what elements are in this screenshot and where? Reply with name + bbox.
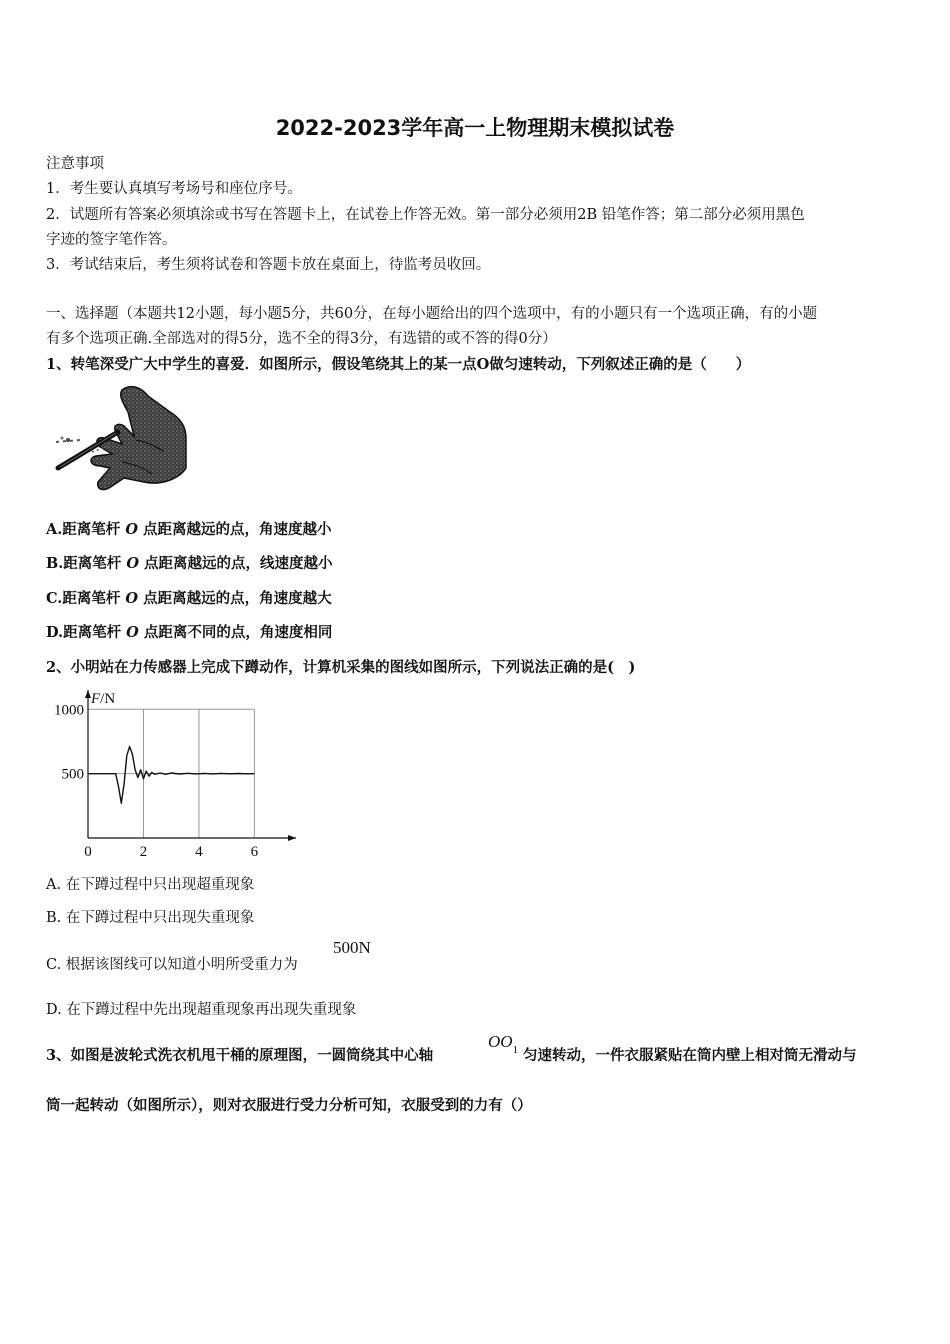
notice-item-2-cont: 字迹的签字笔作答。 <box>46 232 177 248</box>
question-3-stem-line2: 筒一起转动（如图所示），则对衣服进行受力分析可知，衣服受到的力有（） <box>46 1097 532 1114</box>
q1-option-d: D.距离笔杆 O 点距离不同的点，角速度相同 <box>46 624 333 641</box>
x-axis-arrow <box>288 835 296 841</box>
force-series-line <box>88 747 254 804</box>
x-tick-label: 4 <box>195 844 203 860</box>
page-title: 2022-2023学年高一上物理期末模拟试卷 <box>275 116 675 140</box>
question-1-stem: 1、转笔深受广大中学生的喜爱．如图所示，假设笔绕其上的某一点O做匀速转动，下列叙述正确的是（ ） <box>46 356 751 373</box>
chart-axes <box>85 690 296 841</box>
q1-option-a: A.距离笔杆 O 点距离越远的点，角速度越小 <box>46 521 332 538</box>
question-3-stem: 3、如图是波轮式洗衣机甩干桶的原理图，一圆筒绕其中心轴 <box>46 1047 434 1064</box>
y-tick-label: 500 <box>61 766 84 783</box>
chart-ticks <box>54 702 259 860</box>
q2-option-b: B. 在下蹲过程中只出现失重现象 <box>46 910 255 926</box>
pen-spinning-hand-image <box>52 382 190 494</box>
x-tick-label: 6 <box>250 844 259 860</box>
question-3-stem-cont: 匀速转动，一件衣服紧贴在筒内壁上相对筒无滑动与 <box>523 1047 857 1064</box>
q1-option-c: C.距离笔杆 O 点距离越远的点，角速度越大 <box>46 590 332 607</box>
q2-option-a: A. 在下蹲过程中只出现超重现象 <box>46 877 255 893</box>
chart-series <box>88 747 254 804</box>
q2-option-d: D. 在下蹲过程中先出现超重现象再出现失重现象 <box>46 1002 357 1018</box>
x-tick-label: 0 <box>84 844 92 860</box>
y-tick-label: 1000 <box>54 702 84 719</box>
notice-item-1: 1．考生要认真填写考场号和座位序号。 <box>46 181 302 197</box>
q2-option-c-weight: 500N <box>333 938 371 957</box>
section-instructions: 一、选择题（本题共12小题，每小题5分，共60分，在每小题给出的四个选项中，有的小题只有一个选项正确，有的小题 <box>46 306 818 322</box>
x-tick-label: 2 <box>139 844 148 860</box>
section-instructions-cont: 有多个选项正确.全部选对的得5分，选不全的得3分，有选错的或不答的得0分） <box>46 331 557 347</box>
q2-option-c: C. 根据该图线可以知道小明所受重力为 <box>46 957 298 973</box>
q1-option-b: B.距离笔杆 O 点距离越远的点，线速度越小 <box>46 555 333 572</box>
force-time-chart <box>40 686 310 862</box>
q3-axis-symbol: $OO_1$ <box>488 1032 519 1056</box>
notice-item-3: 3．考试结束后，考生须将试卷和答题卡放在桌面上，待监考员收回。 <box>46 257 491 273</box>
y-axis-label: F/N <box>91 691 116 707</box>
notice-heading: 注意事项 <box>46 156 104 172</box>
question-2-stem: 2、小明站在力传感器上完成下蹲动作，计算机采集的图线如图所示，下列说法正确的是( ) <box>46 659 636 676</box>
notice-item-2: 2．试题所有答案必须填涂或书写在答题卡上，在试卷上作答无效。第一部分必须用2B 铅笔作答；第二部分必须用黑色 <box>46 207 805 223</box>
